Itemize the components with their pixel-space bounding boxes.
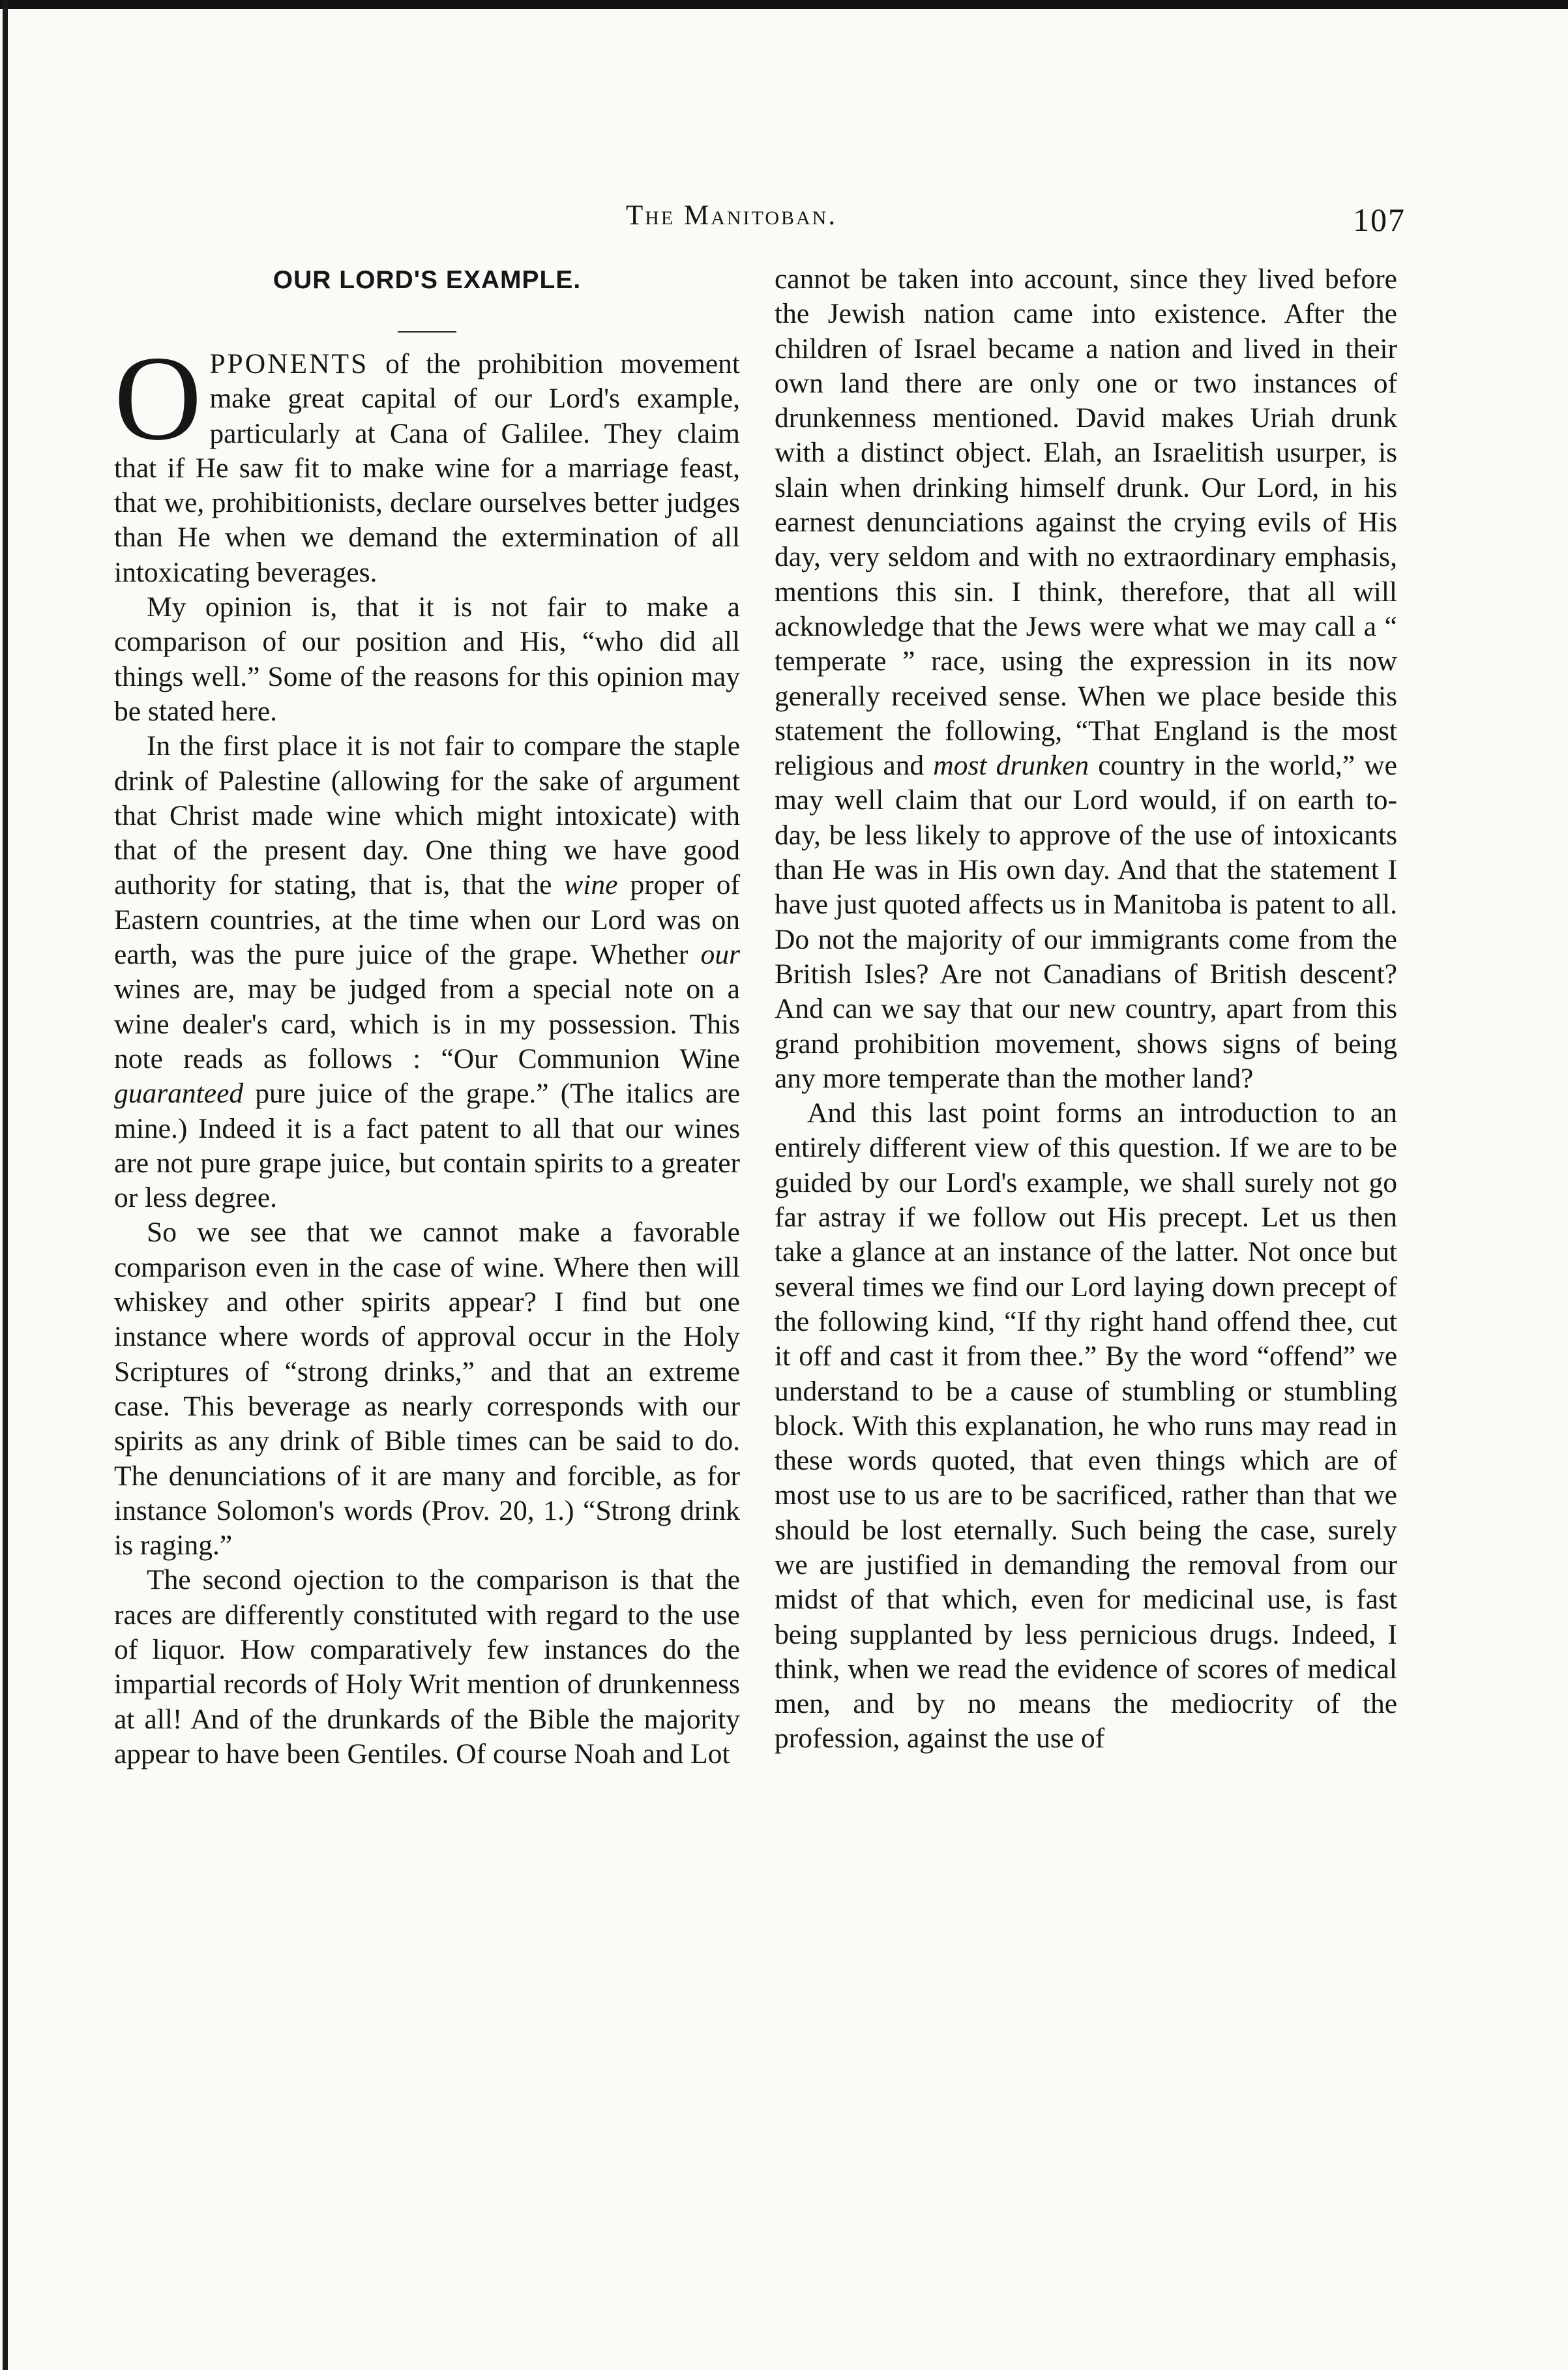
right-column [775,262,1397,1756]
running-header: The Manitoban. [626,200,838,231]
paragraph-5: The second ojection to the comparison is that the races are differently constituted with regard to the use of liquor. How comparatively few instances do the impartial records of Holy Writ mention of drunkenness at all! And of the drunkards of the Bible the majority appear to have been Gentiles. Of course Noah and Lot [114,1564,740,1770]
drop-cap: O [114,331,202,466]
italic-our: our [700,939,740,971]
paragraph-6: And this last point forms an introduction to an entirely different view of this question. If we are to be guided by our Lord's example, we shall surely not go far astray if we follow out His precept. Let us then take a glance at an instance of the latter. Not once but several times we find our Lord laying down precept of the following kind, “If thy right hand offend thee, cut it off and cast it from thee.” By the word “offend” we understand to be a cause of stumbling or stumbling block. With this explanation, he who runs may read in these words quoted, that even things which are of most use to us are to be sacrificed, rather than that we should be lost eternally. Such being the case, surely we are justified in demanding the removal from our midst of that which, even for medicinal use, is fast being supplanted by less pernicious drugs. Indeed, I think, when we read the evidence of scores of medical men, and by no means the mediocrity of the profession, against the use of [775,1097,1397,1755]
article-title: OUR LORD'S EXAMPLE. [273,266,582,294]
italic-guaranteed: guaranteed [114,1078,244,1110]
paragraph-2: My opinion is, that it is not fair to make a comparison of our position and His, “who did all things well.” Some of the reasons for this opinion may be stated here. [114,591,740,727]
paragraph-5-cont-text-b: country in the world,” we may well claim that our Lord would, if on earth to-day, be less likely to approve of the use of intoxicants than He was in His own day. And that the statement I have just quoted affects us in Manitoba is patent to all. Do not the majority of our immigrants come from the British Isles? Are not Canadians of British descent? And can we say that our new country, apart from this grand prohibition movement, shows signs of being any more temperate than the mother land? [775,750,1397,1094]
paragraph-3-text-c: wines are, may be judged from a special note on a wine dealer's card, which is in my possession. This note reads as follows : “Our Communion Wine [114,973,740,1074]
left-column [114,262,740,1771]
paragraph-1 [114,331,740,590]
title-divider [398,331,456,333]
paragraph-5-continued [775,262,1397,1096]
paragraph-3-text-d: pure juice of the grape.” (The italics are mine.) Indeed it is a fact patent to all that our wines are not pure grape juice, but contain spirits to a greater or less degree. [114,1078,740,1214]
paragraph-1-text: of the prohibition movement make great capital of our Lord's example, particularly at Cana of Galilee. They claim that if He saw fit to make wine for a marriage feast, that we, prohibitionists, declare ourselves better judges than He when we demand the extermination of all intoxicating beverages. [114,348,740,588]
page-number: 107 [1353,201,1406,238]
binding-edge [3,0,8,2370]
paragraph-lead: PPONENTS [209,348,369,379]
paragraph-3 [114,729,740,1215]
italic-most-drunken: most drunken [933,750,1089,782]
paragraph-3-text-a: In the first place it is not fair to compare the staple drink of Palestine (allowing for the sake of argument that Christ made wine which might intoxicate) with that of the present day. One thing we have good authority for stating, that is, that the [114,730,740,901]
top-border [0,0,1568,9]
paragraph-3-text-b: proper of Eastern countries, at the time when our Lord was on earth, was the pure juice of the grape. Whether [114,869,740,971]
paragraph-5-cont-text-a: cannot be taken into account, since they lived before the Jewish nation came into existence. After the children of Israel became a nation and lived in their own land there are only one or two instances of drunkenness mentioned. David makes Uriah drunk with a distinct object. Elah, an Israelitish usurper, is slain when drinking himself drunk. Our Lord, in his earnest denunciations against the crying evils of His day, very seldom and with no extraordinary emphasis, mentions this sin. I think, therefore, that all will acknowledge that the Jews were what we may call a “ temperate ” race, using the expression in its now generally received sense. When we place beside this statement the following, “That England is the most religious and [775,263,1397,782]
paragraph-4: So we see that we cannot make a favorable comparison even in the case of wine. Where then will whiskey and other spirits appear? I find but one instance where words of approval occur in the Holy Scriptures of “strong drinks,” and that an extreme case. This beverage as nearly corresponds with our spirits as any drink of Bible times can be said to do. The denunciations of it are many and forcible, as for instance Solomon's words (Prov. 20, 1.) “Strong drink is raging.” [114,1217,740,1562]
italic-wine: wine [564,869,618,901]
